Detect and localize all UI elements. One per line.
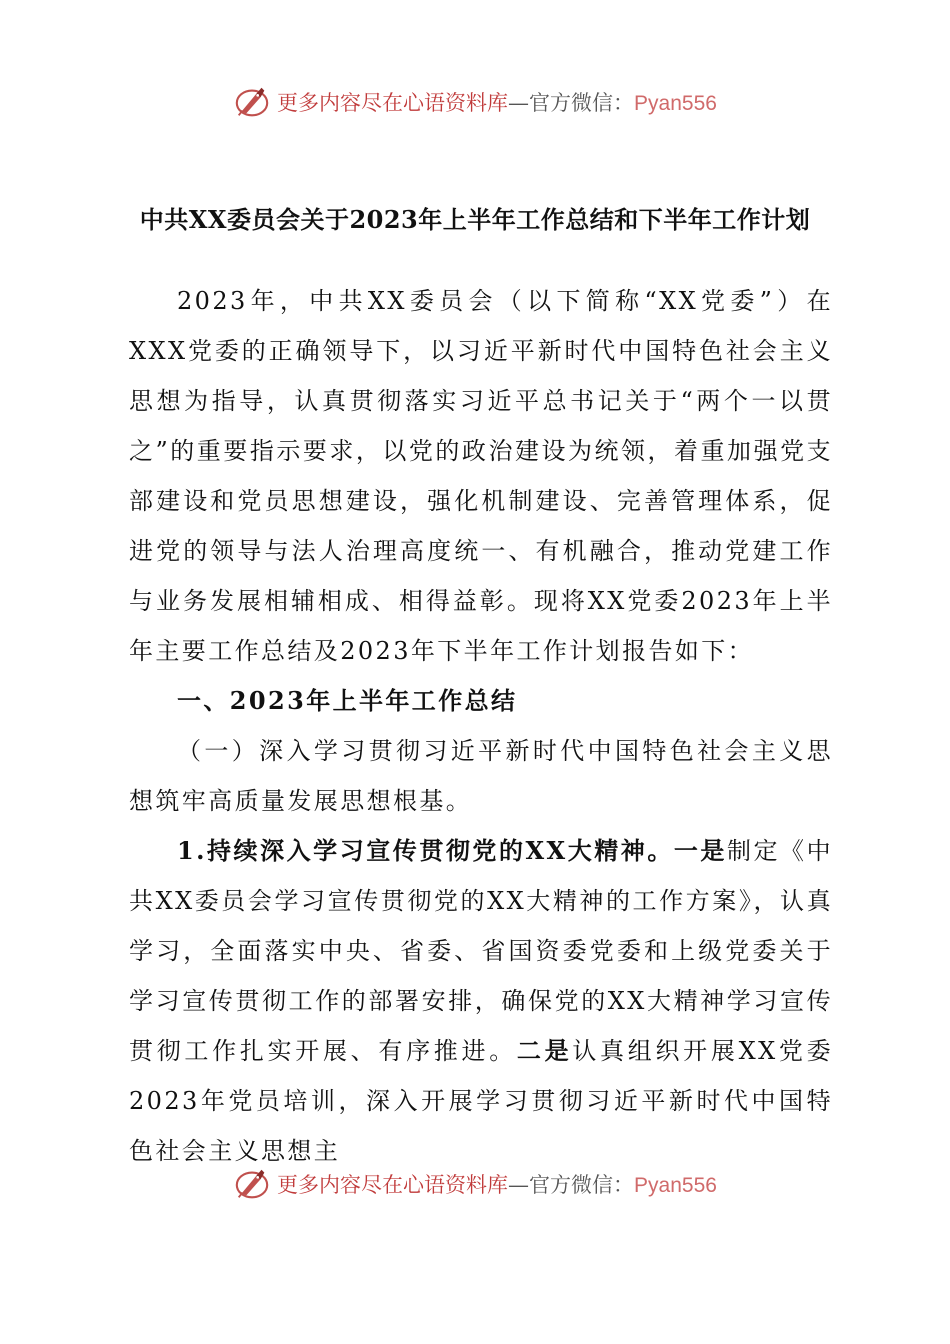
lead-one: 一是 [673,836,727,865]
document-title: 中共XX委员会关于2023年上半年工作总结和下半年工作计划 [139,205,811,234]
item-paragraph [129,826,833,1176]
footer-watermark [0,1162,950,1206]
item-text-two: 认真组织开展XX党委2023年党员培训，深入开展学习贯彻习近平新时代中国特色社会主义思想主 [129,1037,833,1165]
subsection-heading: （一）深入学习贯彻习近平新时代中国特色社会主义思想筑牢高质量发展思想根基。 [129,737,833,815]
watermark-text: 更多内容尽在心语资料库—官方微信：Pyan556 [277,1173,717,1197]
document-body [129,276,833,1176]
item-heading: 1.持续深入学习宣传贯彻党的XX大精神。 [177,836,674,865]
header-watermark [0,80,950,124]
item-text-one: 制定《中共XX委员会学习宣传贯彻党的XX大精神的工作方案》，认真学习，全面落实中央、省委、省国资委党委和上级党委关于学习宣传贯彻工作的部署安排，确保党的XX大精神学习宣传贯彻工作扎实开展、有序推进。 [129,837,833,1065]
intro-paragraph: 2023年，中共XX委员会（以下简称“XX党委”）在XXX党委的正确领导下，以习近平新时代中国特色社会主义思想为指导，认真贯彻落实习近平总书记关于“两个一以贯之”的重要指示要求，以党的政治建设为统领，着重加强党支部建设和党员思想建设，强化机制建设、完善管理体系，促进党的领导与法人治理高度统一、有机融合，推动党建工作与业务发展相辅相成、相得益彰。现将XX党委2023年上半年主要工作总结及2023年下半年工作计划报告如下： [129,287,833,665]
fountain-pen-logo-icon [233,83,271,121]
watermark-text: 更多内容尽在心语资料库—官方微信：Pyan556 [277,91,717,115]
lead-two: 二是 [516,1036,573,1065]
fountain-pen-logo-icon [233,1165,271,1203]
section-heading: 一、2023年上半年工作总结 [177,686,518,715]
